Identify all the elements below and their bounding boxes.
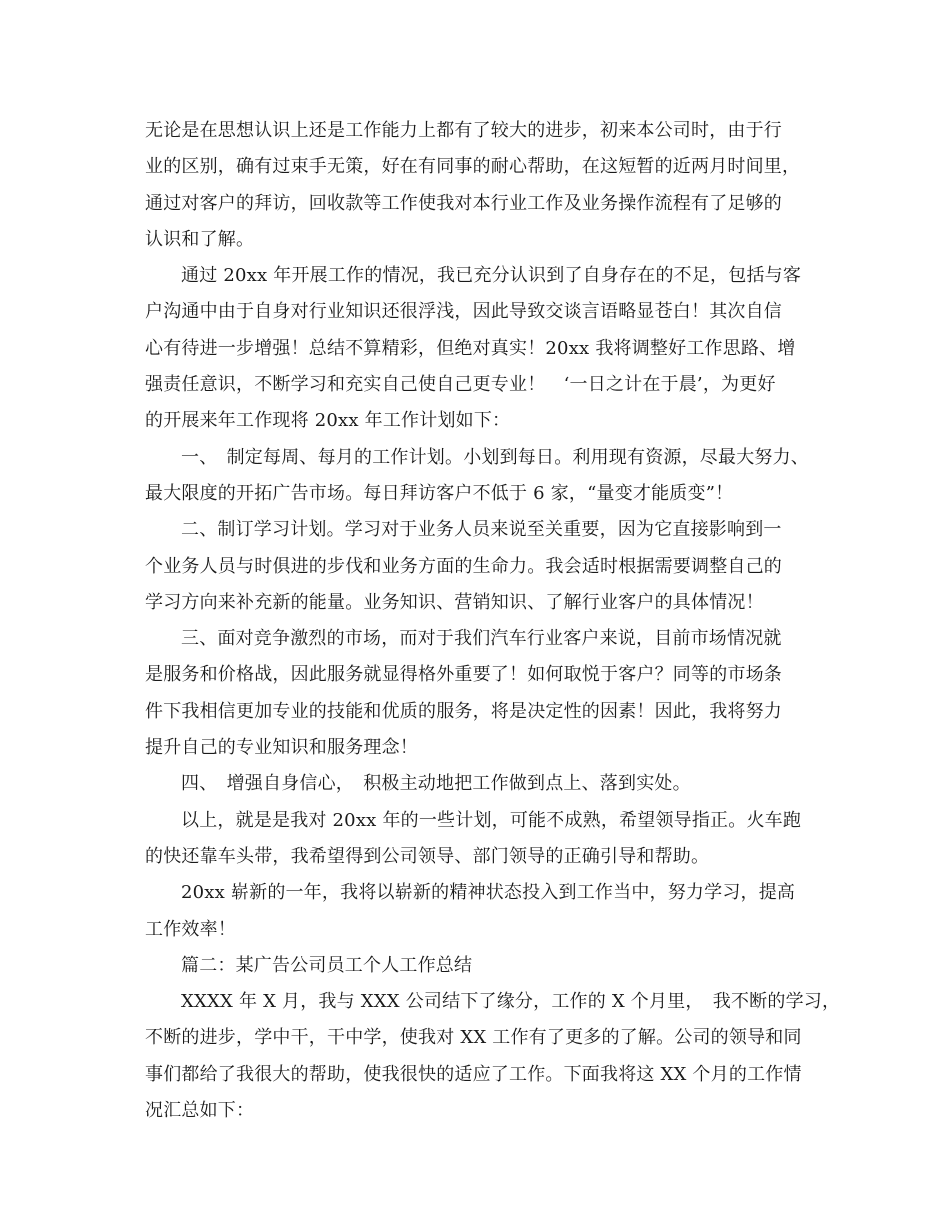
text-line: XXXX 年 X 月，我与 XXX 公司结下了缘分，工作的 X 个月里， 我不断的学习，: [181, 991, 841, 1013]
text-line: 一、 制定每周、每月的工作计划。小划到每日。利用现有资源，尽最大努力、: [181, 446, 809, 468]
text-line: 业的区别，确有过束手无策，好在有同事的耐心帮助，在这短暂的近两月时间里，: [145, 156, 801, 178]
text-line: 心有待进一步增强！总结不算精彩，但绝对真实！20xx 我将调整好工作思路、增: [145, 337, 796, 359]
text-line: 事们都给了我很大的帮助，使我很快的适应了工作。下面我将这 XX 个月的工作情: [145, 1063, 802, 1085]
text-line: 个业务人员与时俱进的步伐和业务方面的生命力。我会适时根据需要调整自己的: [145, 555, 782, 577]
text-line: 以上，就是是我对 20xx 年的一些计划，可能不成熟，希望领导指正。火车跑: [181, 809, 802, 831]
text-line: 强责任意识，不断学习和充实自己使自己更专业！ ‘一日之计在于晨’，为更好: [145, 374, 776, 396]
text-line: 件下我相信更加专业的技能和优质的服务，将是决定性的因素！因此，我将努力: [145, 700, 782, 722]
text-line: 工作效率！: [145, 918, 236, 940]
text-line: 通过对客户的拜访，回收款等工作使我对本行业工作及业务操作流程有了足够的: [145, 192, 782, 214]
text-line: 的开展来年工作现将 20xx 年工作计划如下：: [145, 410, 511, 432]
text-line: 通过 20xx 年开展工作的情况，我已充分认识到了自身存在的不足，包括与客: [181, 265, 802, 287]
text-line: 学习方向来补充新的能量。业务知识、营销知识、了解行业客户的具体情况！: [145, 591, 764, 613]
text-line: 二、制订学习计划。学习对于业务人员来说至关重要，因为它直接影响到一: [181, 519, 782, 541]
text-line: 不断的进步，学中干，干中学，使我对 XX 工作有了更多的了解。公司的领导和同: [145, 1027, 802, 1049]
text-line: 20xx 崭新的一年，我将以崭新的精神状态投入到工作当中，努力学习，提高: [181, 882, 796, 904]
text-line: 认识和了解。: [145, 228, 255, 250]
text-line: 无论是在思想认识上还是工作能力上都有了较大的进步，初来本公司时，由于行: [145, 120, 782, 141]
text-line: 况汇总如下：: [145, 1100, 255, 1122]
text-line: 最大限度的开拓广告市场。每日拜访客户不低于 6 家，“量变才能质变”！: [145, 482, 734, 504]
text-line: 提升自己的专业知识和服务理念！: [145, 737, 418, 759]
text-line: 篇二：某广告公司员工个人工作总结: [181, 954, 473, 976]
text-line: 户沟通中由于自身对行业知识还很浮浅，因此导致交谈言语略显苍白！其次自信: [145, 301, 782, 323]
text-line: 三、面对竞争激烈的市场，而对于我们汽车行业客户来说，目前市场情况就: [181, 628, 782, 650]
text-line: 是服务和价格战，因此服务就显得格外重要了！如何取悦于客户？同等的市场条: [145, 664, 782, 686]
text-line: 四、 增强自身信心， 积极主动地把工作做到点上、落到实处。: [181, 773, 691, 795]
text-line: 的快还靠车头带，我希望得到公司领导、部门领导的正确引导和帮助。: [145, 845, 710, 867]
document-body: [145, 113, 841, 1129]
